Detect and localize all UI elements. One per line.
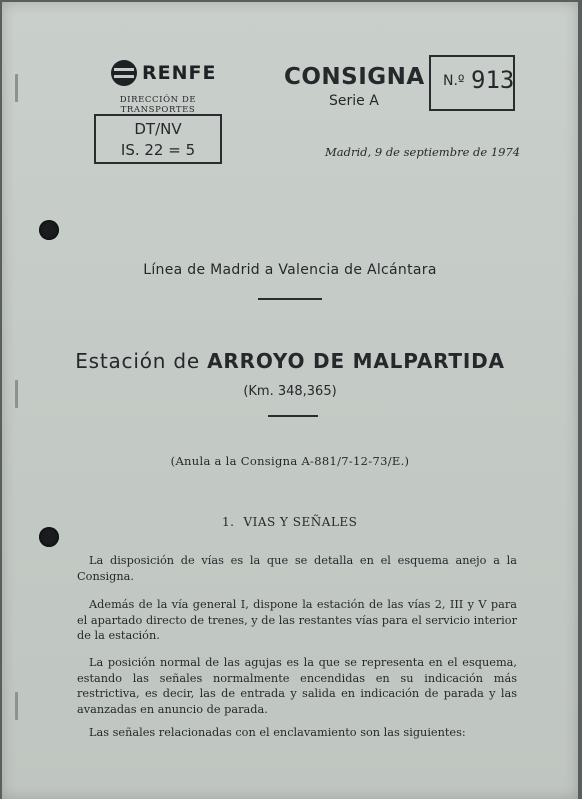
annulment-note: (Anula a la Consigna A-881/7-12-73/E.): [170, 454, 410, 468]
department-name: DIRECCIÓN DE TRANSPORTES: [119, 95, 197, 115]
number-label: N.º: [443, 73, 465, 89]
section-title: VIAS Y SEÑALES: [243, 515, 358, 529]
paragraph: Las señales relacionadas con el enclavamiento son las siguientes:: [89, 726, 466, 739]
station-name: ARROYO DE MALPARTIDA: [207, 349, 505, 373]
logo-text: RENFE: [142, 62, 217, 84]
divider: [258, 298, 322, 300]
reference-code-line-2: IS. 22 = 5: [120, 141, 196, 159]
document-series: Serie A: [329, 93, 379, 109]
reference-code-line-1: DT/NV: [134, 120, 182, 138]
section-heading: [222, 515, 357, 529]
paragraph: Además de la vía general I, dispone la estación de las vías 2, III y V para el apartado directo de trenes, y de las restantes vías para el servicio interior de la estación.: [77, 598, 517, 642]
document-number: 913: [471, 66, 515, 94]
issue-date: Madrid, 9 de septiembre de 1974: [325, 145, 521, 159]
punch-hole: [39, 220, 59, 240]
paragraph: La disposición de vías es la que se detalla en el esquema anejo a la Consigna.: [77, 554, 517, 583]
document-number-box: [429, 55, 515, 111]
renfe-logo-icon: [110, 59, 138, 87]
document-page: [2, 2, 578, 799]
divider: [268, 415, 318, 417]
station-prefix: Estación de: [75, 349, 200, 373]
punch-hole: [39, 527, 59, 547]
renfe-logo: [110, 59, 216, 87]
station-title: [2, 349, 578, 373]
staple: [15, 692, 18, 720]
paragraph: La posición normal de las agujas es la que se representa en el esquema, estando las señales normalmente encendidas en su indicación más restrictiva, es decir, las de entrada y salida en indicación de parada y las avanzadas en anuncio de parada.: [77, 656, 517, 716]
railway-line-title: Línea de Madrid a Valencia de Alcántara: [143, 262, 437, 278]
reference-code-box: [94, 114, 222, 164]
document-type-title: CONSIGNA: [284, 64, 425, 90]
staple: [15, 74, 18, 102]
section-number: 1.: [222, 515, 235, 529]
kilometer-point: (Km. 348,365): [243, 384, 337, 399]
